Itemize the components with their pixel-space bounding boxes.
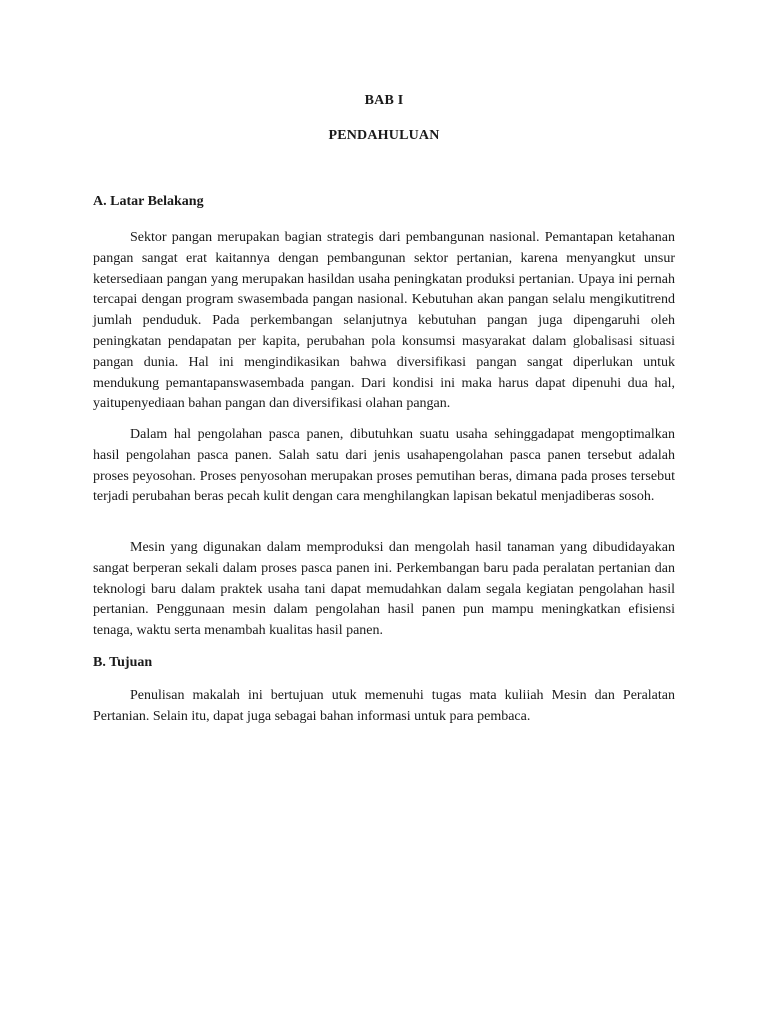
section-heading-tujuan: B. Tujuan [93, 655, 153, 670]
paragraph: Mesin yang digunakan dalam memproduksi dan mengolah hasil tanaman yang dibudidayakan sangat berperan sekali dalam proses pasca panen ini. Perkembangan baru pada peralatan pertanian dan teknologi baru dalam praktek usaha tani dapat memudahkan dalam segala kegiatan pengolahan hasil pertanian. Penggunaan mesin dalam pengolahan hasil panen pun mampu meningkatkan efisiensi tenaga, waktu serta menambah kualitas hasil panen. [93, 540, 675, 639]
paragraph: Sektor pangan merupakan bagian strategis dari pembangunan nasional. Pemantapan ketahanan pangan sangat erat kaitannya dengan pembangunan sektor pertanian, karena menyangkut unsur ketersediaan pangan yang merupakan hasildan usaha peningkatan produksi pertanian. Upaya ini pernah tercapai dengan program swasembada pangan nasional. Kebutuhan akan pangan selalu mengikutitrend jumlah penduduk. Pada perkembangan selanjutnya kebutuhan pangan juga dipengaruhi oleh peningkatan pendapatan per kapita, perubahan pola konsumsi masyarakat dalam globalisasi situasi pangan dunia. Hal ini mengindikasikan bahwa diversifikasi pangan sangat diperlukan untuk mendukung pemantapanswasembada pangan. Dari kondisi ini maka harus dapat dipenuhi dua hal, yaitupenyediaan bahan pangan dan diversifikasi olahan pangan. [93, 230, 675, 412]
paragraph: Penulisan makalah ini bertujuan utuk memenuhi tugas mata kuliiah Mesin dan Peralatan Pertanian. Selain itu, dapat juga sebagai bahan informasi untuk para pembaca. [93, 688, 675, 724]
chapter-title: PENDAHULUAN [328, 128, 440, 143]
section-heading-latar-belakang: A. Latar Belakang [93, 194, 204, 209]
chapter-number: BAB I [364, 93, 404, 108]
paragraph: Dalam hal pengolahan pasca panen, dibutuhkan suatu usaha sehinggadapat mengoptimalkan hasil pengolahan pasca panen. Salah satu dari jenis usahapengolahan pasca panen tersebut adalah proses peyosohan. Proses penyosohan merupakan proses pemutihan beras, dimana pada proses tersebut terjadi perubahan beras pecah kulit dengan cara menghilangkan lapisan bekatul menjadiberas sosoh. [93, 427, 675, 505]
